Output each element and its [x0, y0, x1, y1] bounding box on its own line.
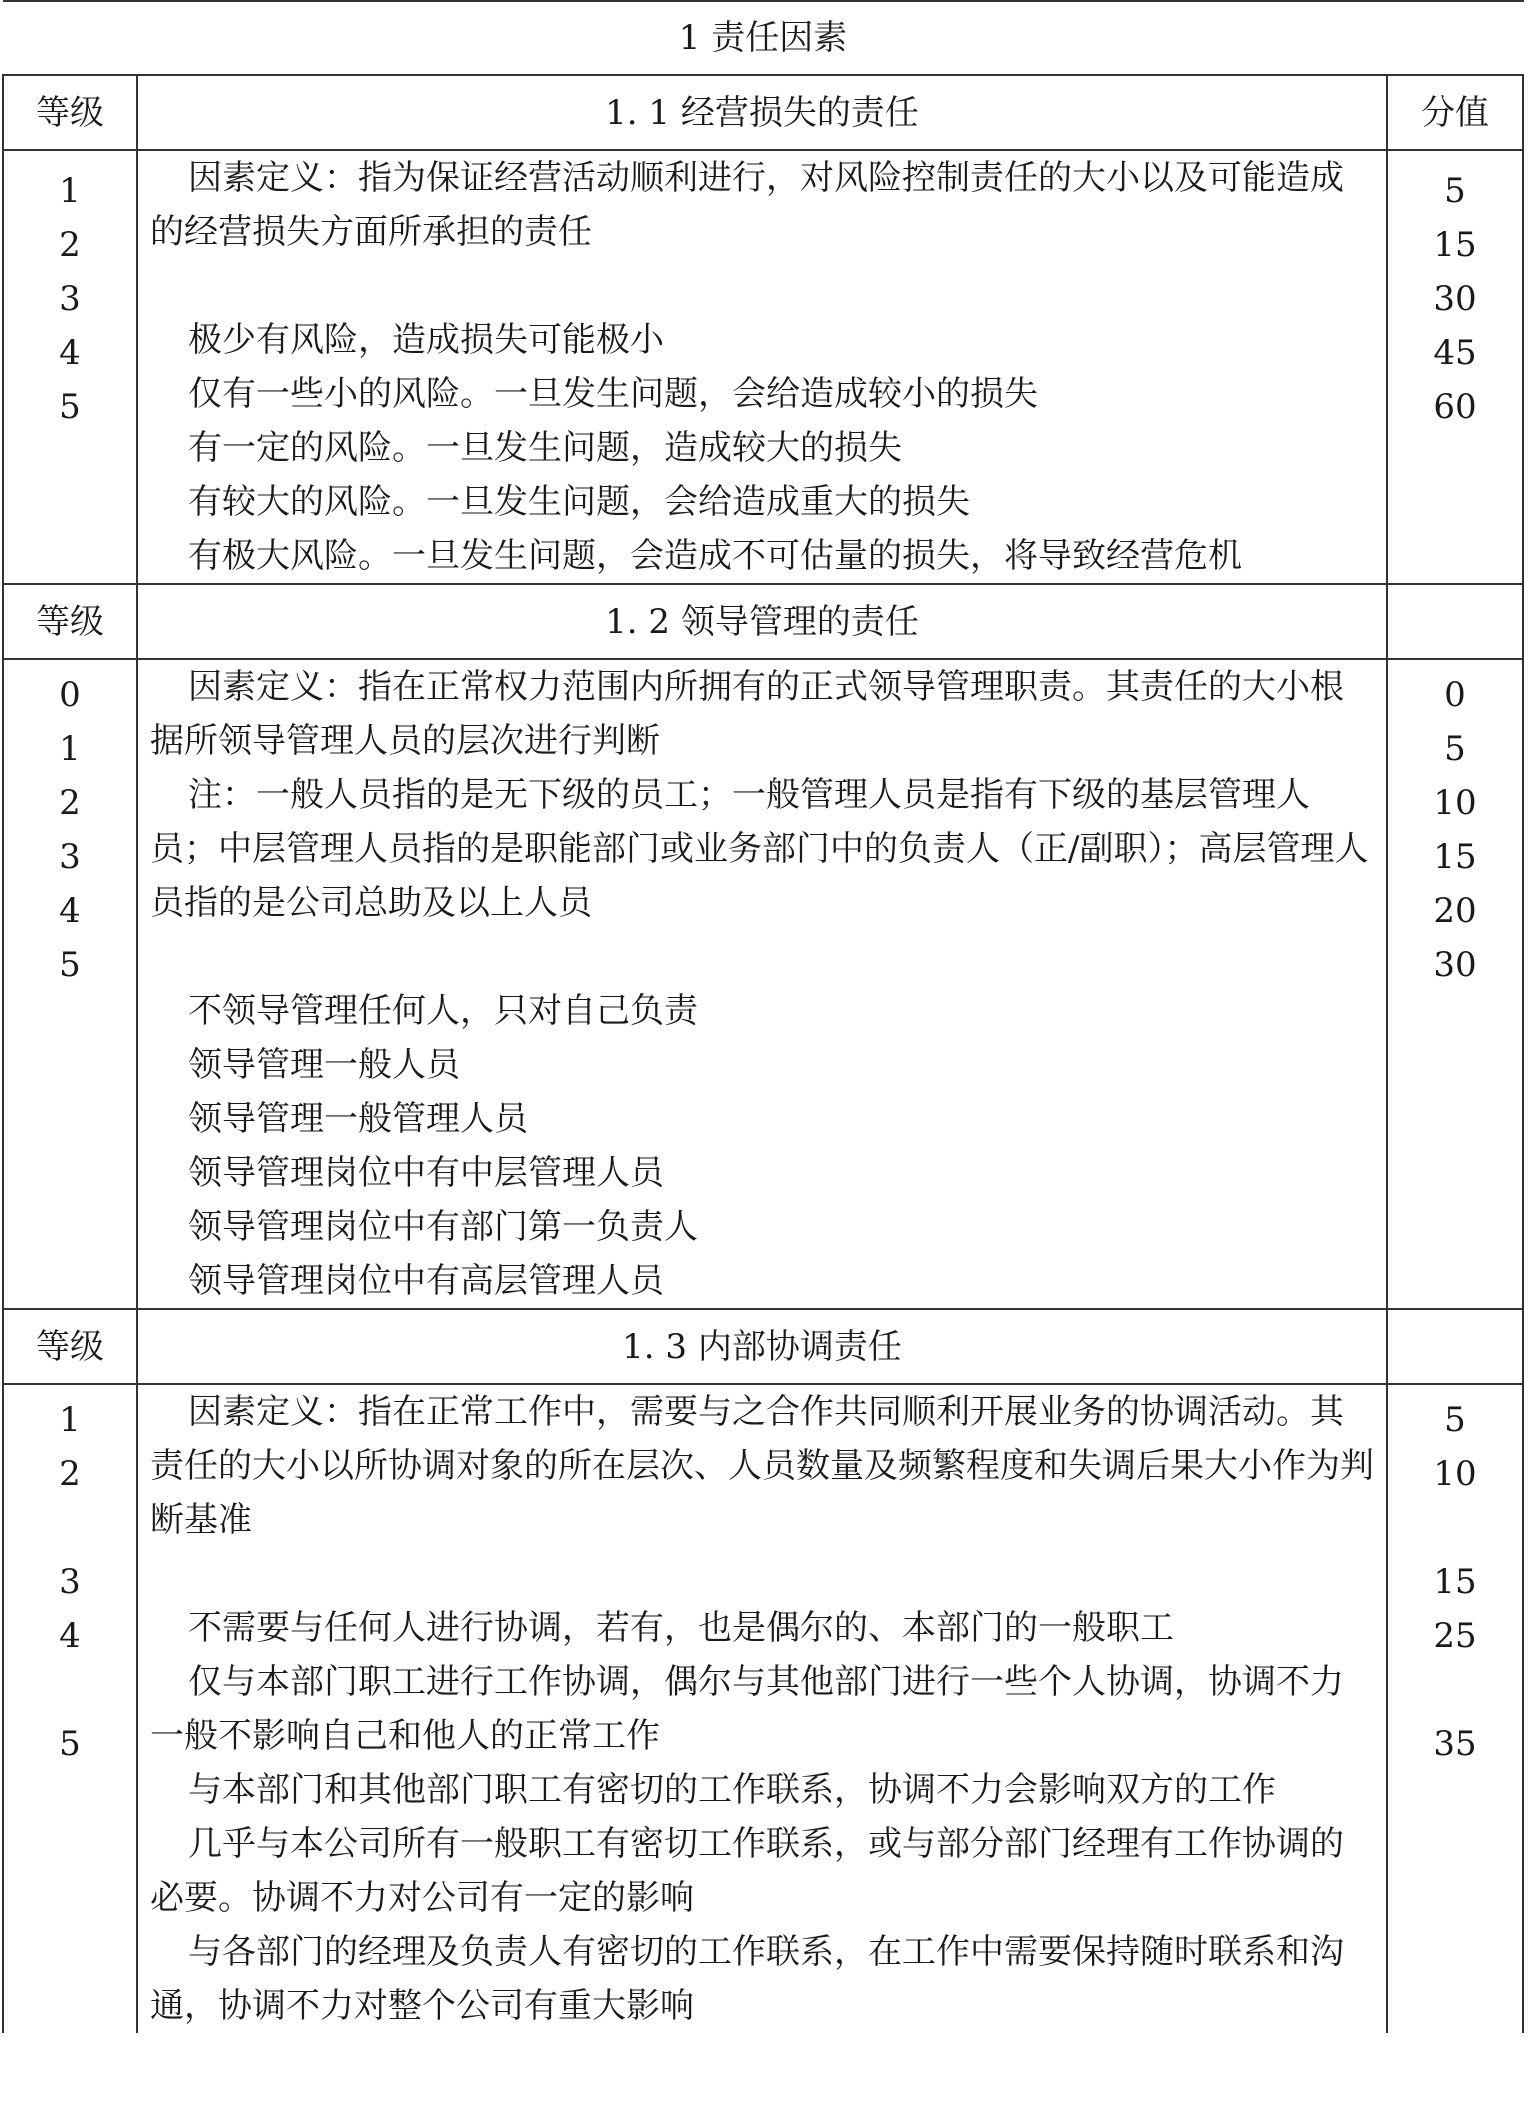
level-score: 30 [1433, 279, 1477, 319]
level-score: 20 [1433, 891, 1477, 931]
level-description: 领导管理岗位中有高层管理人员 [188, 1261, 664, 1301]
grade-cell [3, 659, 137, 1309]
level-score: 0 [1444, 675, 1466, 715]
title-row [3, 1, 1523, 75]
factor-definition: 因素定义：指在正常权力范围内所拥有的正式领导管理职责。其责任的大小根据所领导管理人员的层次进行判断 [150, 667, 1344, 761]
level-score: 15 [1433, 837, 1477, 877]
grade-column-header: 等级 [3, 75, 137, 150]
level-description: 几乎与本公司所有一般职工有密切工作联系，或与部分部门经理有工作协调的必要。协调不力对公司有一定的影响 [150, 1824, 1344, 1918]
level-score: 10 [1433, 783, 1477, 823]
level-description: 领导管理岗位中有部门第一负责人 [188, 1207, 698, 1247]
level-score: 5 [1444, 1400, 1466, 1440]
level-score: 5 [1444, 171, 1466, 211]
factor-table [2, 0, 1524, 2033]
description-cell [137, 150, 1387, 584]
score-column-header: 分值 [1387, 75, 1523, 150]
score-cell [1387, 150, 1523, 584]
grade-column-header: 等级 [3, 1309, 137, 1384]
score-column-header [1387, 584, 1523, 659]
section-heading: 1. 2 领导管理的责任 [137, 584, 1387, 659]
level-description: 领导管理一般人员 [188, 1045, 460, 1085]
level-grade: 4 [59, 891, 81, 931]
section-body-row [3, 659, 1523, 1309]
level-grade: 5 [59, 945, 81, 985]
level-score: 25 [1433, 1616, 1477, 1656]
level-score: 30 [1433, 945, 1477, 985]
definition-spacer [150, 259, 1374, 313]
level-score: 60 [1433, 387, 1477, 427]
level-grade: 4 [59, 333, 81, 373]
factor-definition: 因素定义：指在正常工作中，需要与之合作共同顺利开展业务的协调活动。其责任的大小以所协调对象的所在层次、人员数量及频繁程度和失调后果大小作为判断基准 [150, 1392, 1374, 1540]
level-grade: 2 [59, 225, 81, 265]
level-grade: 3 [59, 1562, 81, 1602]
level-grade: 4 [59, 1616, 81, 1656]
level-description: 不领导管理任何人，只对自己负责 [188, 991, 698, 1031]
section-body-row [3, 1384, 1523, 2033]
description-cell [137, 659, 1387, 1309]
section-heading: 1. 3 内部协调责任 [137, 1309, 1387, 1384]
level-description: 领导管理一般管理人员 [188, 1099, 528, 1139]
level-grade: 5 [59, 1724, 81, 1764]
level-description: 与各部门的经理及负责人有密切的工作联系，在工作中需要保持随时联系和沟通，协调不力对整个公司有重大影响 [150, 1932, 1344, 2026]
level-description: 仅与本部门职工进行工作协调，偶尔与其他部门进行一些个人协调，协调不力一般不影响自己和他人的正常工作 [150, 1662, 1344, 1756]
level-score: 15 [1433, 225, 1477, 265]
level-description: 有一定的风险。一旦发生问题，造成较大的损失 [188, 428, 902, 468]
level-score: 45 [1433, 333, 1477, 373]
level-score: 15 [1433, 1562, 1477, 1602]
table-body [3, 1, 1523, 2033]
factor-definition: 因素定义：指为保证经营活动顺利进行，对风险控制责任的大小以及可能造成的经营损失方面所承担的责任 [150, 158, 1344, 252]
section-header-row [3, 584, 1523, 659]
level-description: 极少有风险，造成损失可能极小 [188, 320, 664, 360]
score-cell [1387, 1384, 1523, 2033]
level-grade: 3 [59, 279, 81, 319]
level-description: 不需要与任何人进行协调，若有，也是偶尔的、本部门的一般职工 [188, 1608, 1174, 1648]
level-grade: 1 [59, 171, 81, 211]
level-description: 与本部门和其他部门职工有密切的工作联系，协调不力会影响双方的工作 [188, 1770, 1276, 1810]
level-grade: 2 [59, 783, 81, 823]
section-header-row [3, 1309, 1523, 1384]
score-column-header [1387, 1309, 1523, 1384]
definition-spacer [150, 930, 1374, 984]
level-score: 35 [1433, 1724, 1477, 1764]
table-title: 1 责任因素 [3, 1, 1523, 75]
level-grade: 1 [59, 729, 81, 769]
grade-column-header: 等级 [3, 584, 137, 659]
score-cell [1387, 659, 1523, 1309]
description-cell [137, 1384, 1387, 2033]
grade-cell [3, 1384, 137, 2033]
level-grade: 3 [59, 837, 81, 877]
level-grade: 2 [59, 1454, 81, 1494]
level-description: 领导管理岗位中有中层管理人员 [188, 1153, 664, 1193]
level-score: 10 [1433, 1454, 1477, 1494]
level-description: 有较大的风险。一旦发生问题，会给造成重大的损失 [188, 482, 970, 522]
level-grade: 1 [59, 1400, 81, 1440]
factor-note: 注：一般人员指的是无下级的员工；一般管理人员是指有下级的基层管理人员；中层管理人员指的是职能部门或业务部门中的负责人（正/副职）；高层管理人员指的是公司总助及以上人员 [150, 775, 1369, 923]
level-grade: 5 [59, 387, 81, 427]
definition-spacer [150, 1547, 1374, 1601]
level-grade: 0 [59, 675, 81, 715]
section-body-row [3, 150, 1523, 584]
grade-cell [3, 150, 137, 584]
level-description: 有极大风险。一旦发生问题，会造成不可估量的损失，将导致经营危机 [188, 536, 1242, 576]
level-score: 5 [1444, 729, 1466, 769]
section-heading: 1. 1 经营损失的责任 [137, 75, 1387, 150]
section-header-row [3, 75, 1523, 150]
level-description: 仅有一些小的风险。一旦发生问题，会给造成较小的损失 [188, 374, 1038, 414]
